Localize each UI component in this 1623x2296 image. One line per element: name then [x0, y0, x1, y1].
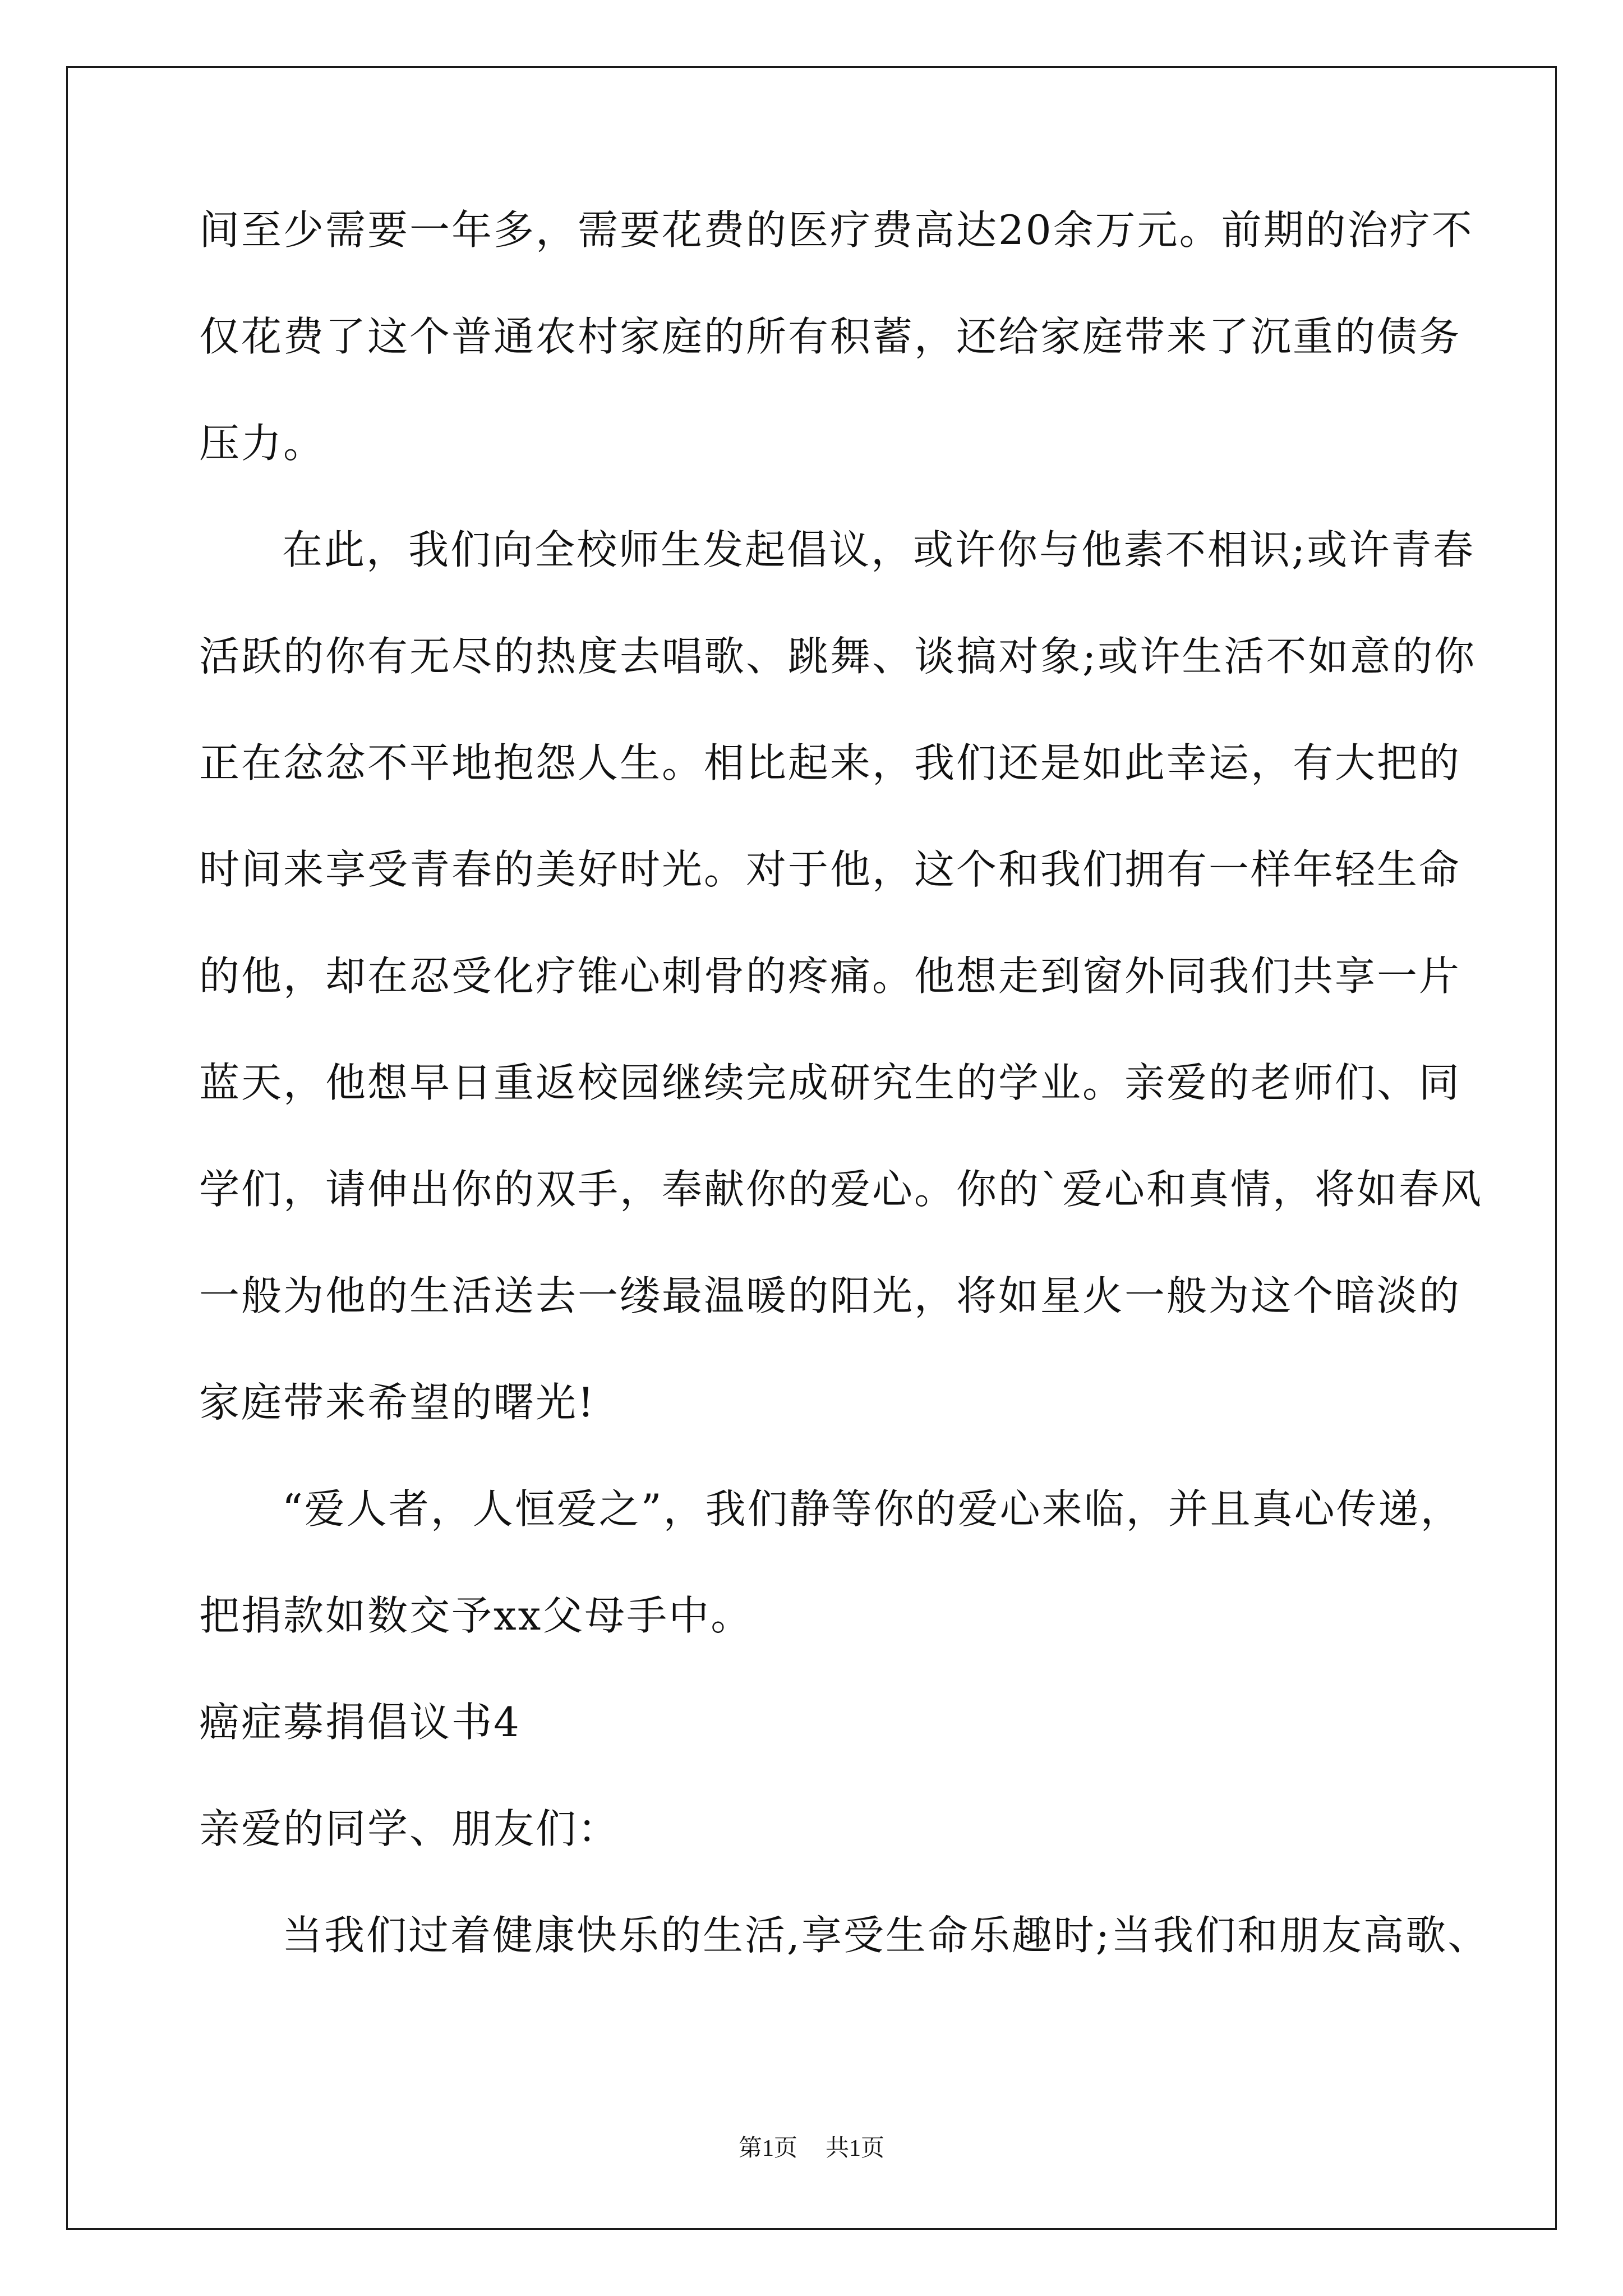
text-line: 间至少需要一年多，需要花费的医疗费高达20余万元。前期的治疗不 [199, 206, 1474, 254]
text-line: 仅花费了这个普通农村家庭的所有积蓄，还给家庭带来了沉重的债务 [199, 313, 1461, 360]
text-line: 压力。 [199, 420, 326, 467]
text-line: 活跃的你有无尽的热度去唱歌、跳舞、谈搞对象;或许生活不如意的你 [199, 633, 1477, 680]
paragraph-start-line: 当我们过着健康快乐的生活,享受生命乐趣时;当我们和朋友高歌、 [282, 1912, 1490, 1959]
text-line: 正在忿忿不平地抱怨人生。相比起来，我们还是如此幸运，有大把的 [199, 739, 1461, 786]
text-line: 一般为他的生活送去一缕最温暖的阳光，将如星火一般为这个暗淡的 [199, 1272, 1461, 1319]
page-number: 第1页 [738, 2136, 797, 2161]
paragraph-start-line: 在此，我们向全校师生发起倡议，或许你与他素不相识;或许青春 [282, 526, 1476, 573]
salutation: 亲爱的同学、朋友们： [199, 1805, 620, 1852]
paragraph-start-line: “爱人者，人恒爱之”，我们静等你的爱心来临，并且真心传递， [282, 1485, 1463, 1533]
section-heading: 癌症募捐倡议书4 [199, 1699, 521, 1746]
text-line: 学们，请伸出你的双手，奉献你的爱心。你的`爱心和真情，将如春风 [199, 1166, 1483, 1213]
text-line: 时间来享受青春的美好时光。对于他，这个和我们拥有一样年轻生命 [199, 846, 1461, 893]
text-line: 的他，却在忍受化疗锥心刺骨的疼痛。他想走到窗外同我们共享一片 [199, 953, 1461, 1000]
page-total: 共1页 [826, 2136, 885, 2161]
page-footer [0, 2132, 1623, 2165]
text-line: 蓝天，他想早日重返校园继续完成研究生的学业。亲爱的老师们、同 [199, 1059, 1461, 1106]
text-line: 家庭带来希望的曙光! [199, 1379, 596, 1426]
text-line: 把捐款如数交予xx父母手中。 [199, 1592, 753, 1639]
